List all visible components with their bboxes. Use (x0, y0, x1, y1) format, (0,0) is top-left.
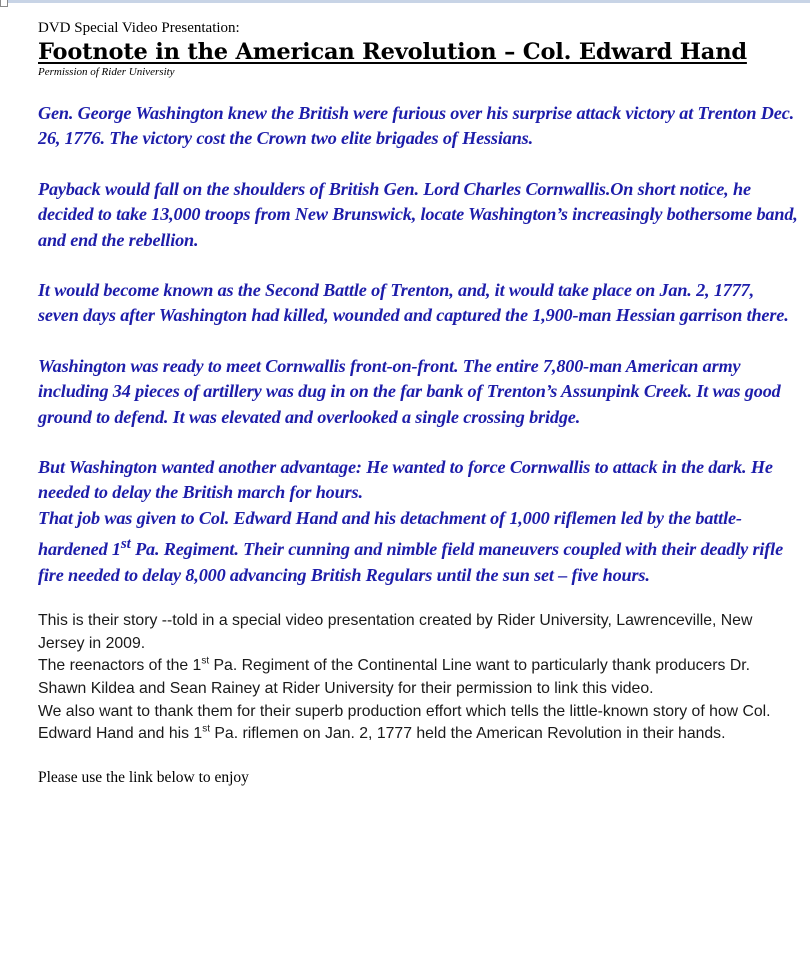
kicker-text: DVD Special Video Presentation: (38, 20, 240, 36)
page-title: Footnote in the American Revolution – Col. Edward Hand (38, 39, 747, 65)
permission-note: Permission of Rider University (38, 66, 175, 78)
top-rule (0, 0, 810, 3)
story-paragraph-1: Gen. George Washington knew the British were furious over his surprise attack victory at Trenton Dec. 26, 1776. The victory cost the Crown two elite brigades of Hessians. (38, 103, 795, 149)
story-paragraph-6-text-b: Pa. Regiment. Their cunning and nimble field maneuvers coupled with their deadly rifle fire needed to delay 8,000 advancing British Regulars until the sun set – five hours. (38, 539, 784, 585)
story-paragraph-5: But Washington wanted another advantage: He wanted to force Cornwallis to attack in the dark. He needed to delay the British march for hours. (38, 457, 773, 503)
ordinal-suffix: st (201, 656, 210, 668)
document-page (38, 19, 798, 803)
credits-line-1: This is their story --told in a special video presentation created by Rider University, Lawrenceville, New Jersey in 2009. (38, 612, 753, 652)
credits-line-2-text-b: Pa. Regiment of the Continental Line want to particularly thank producers Dr. Shawn Kildea and Sean Rainey at Rider University for their permission to link this video. (38, 657, 751, 697)
credits-line-2 (38, 655, 798, 700)
story-paragraph-4: Washington was ready to meet Cornwallis front-on-front. The entire 7,800-man American army including 34 pieces of artillery was dug in on the far bank of Trenton’s Assunpink Creek. It was good ground to defend. It was elevated and overlooked a single crossing bridge. (38, 355, 781, 427)
ordinal-suffix: st (120, 535, 131, 553)
story-paragraph-6-text-a: That job was given to Col. Edward Hand and his detachment of 1,000 riflemen led by the battle-hardened 1 (38, 507, 742, 560)
corner-marker (0, 0, 8, 7)
credits-line-2-text-a: The reenactors of the 1 (38, 657, 202, 675)
credits-line-3 (38, 701, 798, 746)
credits-line-3-text-a: We also want to thank them for their superb production effort which tells the little-known story of how Col. Edward Hand and his 1 (38, 702, 771, 743)
call-to-action-text: Please use the link below to enjoy (38, 768, 249, 786)
story-paragraph-3: It would become known as the Second Battle of Trenton, and, it would take place on Jan. 2, 1777, seven days after Washington had killed, wounded and captured the 1,900-man Hessian garrison there. (38, 280, 789, 326)
story-paragraph-6 (38, 506, 798, 588)
ordinal-suffix: st (202, 723, 210, 735)
credits-line-3-text-b: Pa. riflemen on Jan. 2, 1777 held the American Revolution in their hands. (210, 725, 726, 743)
credits-section (38, 610, 798, 746)
story-section (38, 101, 798, 588)
story-paragraph-2: Payback would fall on the shoulders of British Gen. Lord Charles Cornwallis.On short notice, he decided to take 13,000 troops from New Brunswick, locate Washington’s increasingly bothersome band, and end the rebellion. (38, 178, 798, 250)
